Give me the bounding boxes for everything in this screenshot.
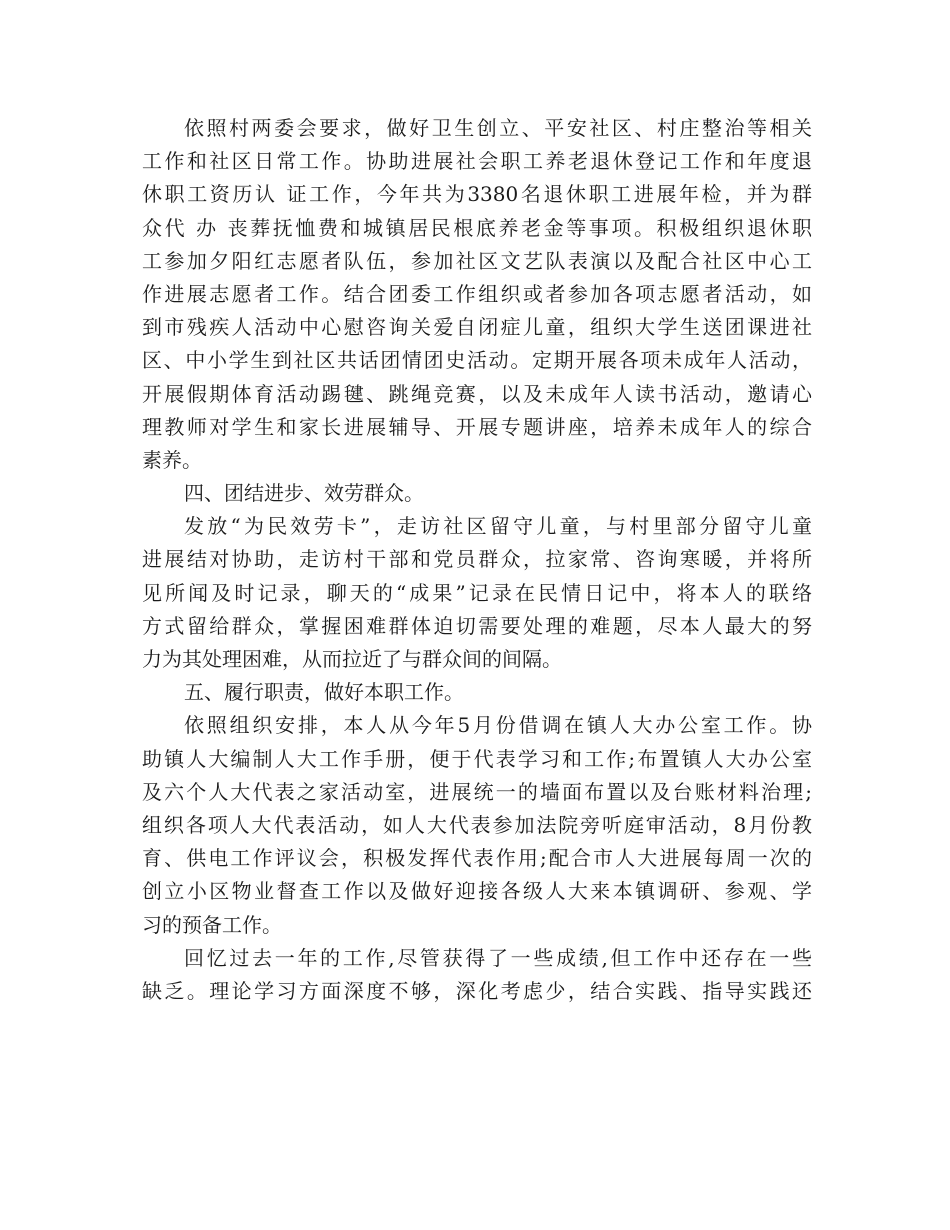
text-line: 发放“为民效劳卡”，走访社区留守儿童，与村里部分留守儿童 xyxy=(184,514,812,539)
text-line: 缺乏。理论学习方面深度不够，深化考虑少，结合实践、指导实践还 xyxy=(142,978,812,1003)
text-line: 区、中小学生到社区共话团情团史活动。定期开展各项未成年人活动， xyxy=(142,348,812,373)
text-line: 依照村两委会要求，做好卫生创立、平安社区、村庄整治等相关 xyxy=(184,116,812,140)
text-line: 素养。 xyxy=(142,447,202,472)
text-line: 回忆过去一年的工作,尽管获得了一些成绩,但工作中还存在一些 xyxy=(184,945,812,970)
text-line: 工作和社区日常工作。协助进展社会职工养老退休登记工作和年度退 xyxy=(142,149,812,174)
text-line: 理教师对学生和家长进展辅导、开展专题讲座，培养未成年人的综合 xyxy=(142,414,812,439)
text-line: 创立小区物业督查工作以及做好迎接各级人大来本镇调研、参观、学 xyxy=(142,879,812,904)
text-line: 见所闻及时记录，聊天的“成果”记录在民情日记中，将本人的联络 xyxy=(142,580,812,605)
text-line: 到市残疾人活动中心慰咨询关爱自闭症儿童，组织大学生送团课进社 xyxy=(142,315,812,340)
text-line: 作进展志愿者工作。结合团委工作组织或者参加各项志愿者活动，如 xyxy=(142,281,812,306)
text-line: 依照组织安排，本人从今年5月份借调在镇人大办公室工作。协 xyxy=(184,713,812,738)
text-line: 力为其处理困难，从而拉近了与群众间的间隔。 xyxy=(142,647,562,671)
text-line: 及六个人大代表之家活动室，进展统一的墙面布置以及台账材料治理; xyxy=(142,779,812,804)
text-line: 开展假期体育活动踢毽、跳绳竞赛，以及未成年人读书活动，邀请心 xyxy=(142,381,812,406)
text-line: 四、团结进步、效劳群众。 xyxy=(184,481,424,506)
text-line: 助镇人大编制人大工作手册，便于代表学习和工作;布置镇人大办公室 xyxy=(142,746,812,771)
text-line: 进展结对协助，走访村干部和党员群众，拉家常、咨询寒暖，并将所 xyxy=(142,547,812,572)
text-line: 休职工资历认 证工作，今年共为3380名退休职工进展年检，并为群 xyxy=(142,182,812,207)
document-body xyxy=(142,112,812,1008)
text-line: 方式留给群众，掌握困难群体迫切需要处理的难题，尽本人最大的努 xyxy=(142,613,812,638)
text-line: 五、履行职责，做好本职工作。 xyxy=(184,680,464,705)
text-line: 组织各项人大代表活动，如人大代表参加法院旁听庭审活动，8月份教 xyxy=(142,812,812,837)
text-line: 育、供电工作评议会，积极发挥代表作用;配合市人大进展每周一次的 xyxy=(142,846,812,871)
text-line: 众代 办 丧葬抚恤费和城镇居民根底养老金等事项。积极组织退休职 xyxy=(142,215,812,240)
text-line: 习的预备工作。 xyxy=(142,912,282,937)
text-line: 工参加夕阳红志愿者队伍，参加社区文艺队表演以及配合社区中心工 xyxy=(142,248,812,273)
